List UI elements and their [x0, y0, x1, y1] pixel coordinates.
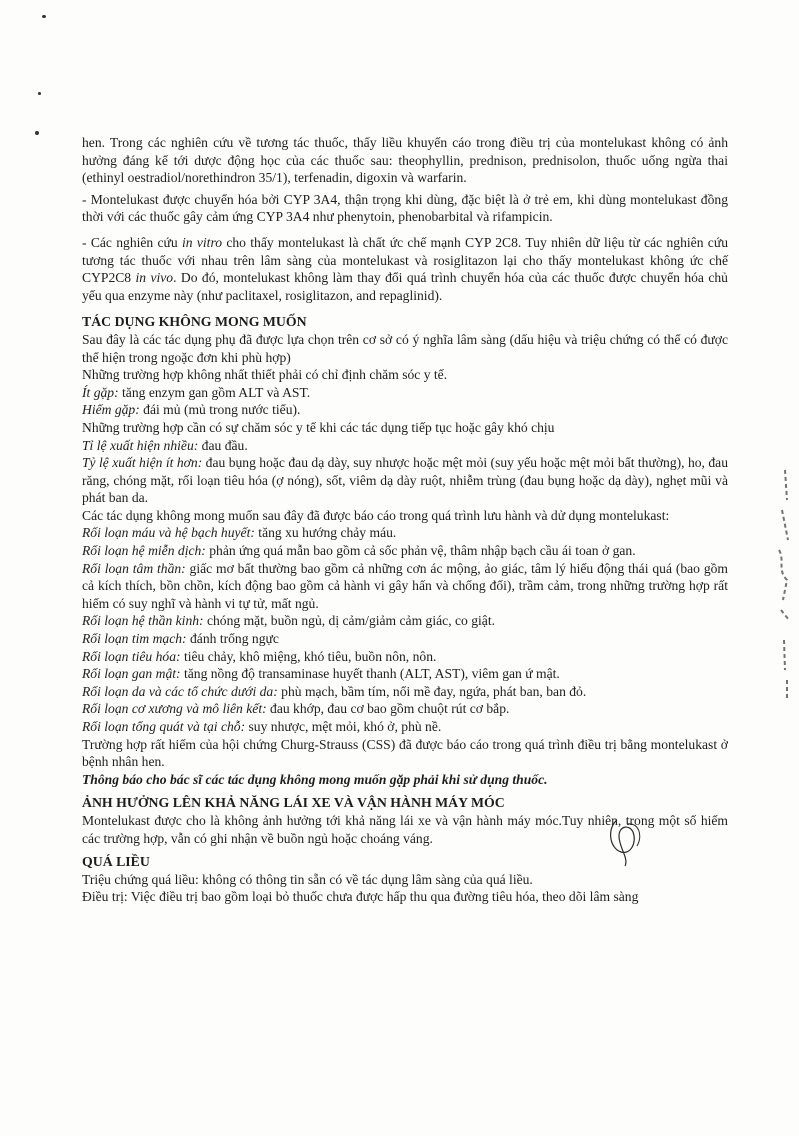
- list-item: [82, 700, 728, 718]
- list-item-text: phù mạch, bầm tím, nổi mề đay, ngứa, phát ban, ban đỏ.: [277, 683, 587, 699]
- handwritten-scribble: [603, 818, 649, 868]
- list-item: [82, 683, 728, 701]
- list-item-label: Rối loạn tim mạch:: [82, 631, 187, 647]
- list-item-text: tăng nồng độ transaminase huyết thanh (ALT, AST), viêm gan ứ mật.: [180, 666, 560, 682]
- cyp2c8-text-2: cho thấy montelukast là chất ức chế mạnh CYP 2C8. Tuy nhiên dữ liệu từ các nghiên cứu tương tác thuốc với nhau trên lâm sàng của montelukast và rosiglitazon lại cho thấy montelukast không ức chế CYP2C8: [82, 234, 728, 286]
- list-item: [82, 542, 728, 560]
- list-item: [82, 665, 728, 683]
- overdose-heading: QUÁ LIỀU: [82, 854, 150, 870]
- list-item-label: Rối loạn tâm thần:: [82, 560, 186, 576]
- list-item-text: phản ứng quá mẫn bao gồm cả sốc phản vệ, thâm nhập bạch cầu ái toan ở gan.: [205, 543, 636, 559]
- list-item-label: Rối loạn hệ thần kinh:: [82, 613, 204, 629]
- list-item-text: chóng mặt, buồn ngủ, dị cảm/giảm cảm giác, co giật.: [203, 613, 496, 629]
- list-item-label: Rối loạn da và các tổ chức dưới da:: [82, 683, 278, 699]
- in-vivo-term: in vivo: [135, 270, 174, 286]
- seal-edge-fragment: [773, 470, 793, 700]
- list-item-text: tiêu chảy, khô miệng, khó tiêu, buồn nôn, nôn.: [180, 648, 437, 664]
- list-item-label: Rối loạn gan mật:: [82, 666, 181, 682]
- scan-speck: [35, 131, 39, 135]
- list-item-label: Rối loạn cơ xương và mô liên kết:: [82, 701, 267, 717]
- document-page: [82, 134, 728, 906]
- care-line: Những trường hợp cần có sự chăm sóc y tế khi các tác dụng tiếp tục hoặc gây khó chịu: [82, 419, 555, 435]
- overdose-symptoms: Triệu chứng quá liều: không có thông tin sẵn có về tác dụng lâm sàng của quá liều.: [82, 871, 533, 887]
- scan-speck: [42, 15, 46, 18]
- driving-heading: ẢNH HƯỞNG LÊN KHẢ NĂNG LÁI XE VÀ VẬN HÀNH MÁY MÓC: [82, 795, 505, 811]
- churg-strauss-note: Trường hợp rất hiếm của hội chứng Churg-Strauss (CSS) đã được báo cáo trong quá trình điều trị bằng montelukast ở bệnh nhân hen.: [82, 736, 728, 770]
- list-item: [82, 560, 728, 613]
- list-item-text: đánh trống ngực: [186, 631, 279, 647]
- frequent-line: [82, 437, 728, 455]
- adverse-effects-list: [82, 524, 728, 735]
- cyp2c8-text-3: . Do đó, montelukast không làm thay đổi quá trình chuyển hóa của các thuốc được chuyển hóa chủ yếu qua enzyme này (như paclitaxel, rosiglitazon, and repaglinid).: [82, 270, 728, 303]
- less-frequent-line: [82, 454, 728, 507]
- list-item-label: Rối loạn tiêu hóa:: [82, 648, 181, 664]
- list-item: [82, 524, 728, 542]
- list-item-label: Rối loạn tổng quát và tại chỗ:: [82, 719, 246, 734]
- less-frequent-text: đau bụng hoặc đau dạ dày, suy nhược hoặc mệt mỏi (suy yếu hoặc mệt mỏi bất thường), ho, đau răng, chóng mặt, rối loạn tiêu hóa (ợ nóng), sốt, viêm dạ dày ruột, nhiễm trùng (đau bụng hoặc dạ dày), nghẹt mũi và phát ban da.: [82, 455, 728, 506]
- rare-label: Ít gặp:: [82, 384, 119, 400]
- no-care-line: Những trường hợp không nhất thiết phải có chỉ định chăm sóc y tế.: [82, 367, 448, 383]
- driving-text: Montelukast được cho là không ảnh hưởng tới khả năng lái xe và vận hành máy móc.Tuy nhiên, trong một số hiếm các trường hợp, vẫn có ghi nhận về buồn ngủ hoặc choáng váng.: [82, 812, 728, 846]
- frequent-text: đau đầu.: [198, 437, 248, 453]
- very-rare-line: [82, 401, 728, 419]
- list-item-text: giấc mơ bất thường bao gồm cả những cơn ác mộng, ảo giác, tâm lý hiếu động thái quá (bao gồm cả kích thích, bồn chồn, kích động bao gồm cả hành vi gây hấn và chống đối), trầm cảm, trong những trường hợp rất hiếm có suy nghĩ và hành vi tự tử, mất ngủ.: [82, 560, 729, 611]
- very-rare-text: đái mủ (mủ trong nước tiểu).: [139, 402, 301, 418]
- adverse-intro: Sau đây là các tác dụng phụ đã được lựa chọn trên cơ sở có ý nghĩa lâm sàng (dấu hiệu và triệu chứng có thể có được thể hiện trong ngoặc đơn khi phù hợp): [82, 331, 728, 365]
- list-item-text: đau khớp, đau cơ bao gồm chuột rút cơ bắp.: [266, 701, 510, 717]
- overdose-treatment: Điều trị: Việc điều trị bao gồm loại bỏ thuốc chưa được hấp thu qua đường tiêu hóa, theo dõi lâm sàng: [82, 889, 639, 905]
- cyp3a4-paragraph: - Montelukast được chuyển hóa bởi CYP 3A4, thận trọng khi dùng, đặc biệt là ở trẻ em, khi dùng montelukast đồng thời với các thuốc gây cảm ứng CYP 3A4 như phenytoin, phenobarbital và rifampicin.: [82, 191, 728, 225]
- scan-speck: [38, 92, 41, 95]
- list-item-label: Rối loạn hệ miễn dịch:: [82, 543, 206, 559]
- list-item: [82, 612, 728, 630]
- cyp2c8-text-1: - Các nghiên cứu: [82, 234, 183, 250]
- list-item: [82, 648, 728, 666]
- list-item-text: tăng xu hướng chảy máu.: [254, 525, 397, 541]
- list-item-text: suy nhược, mệt mỏi, khó ở, phù nề.: [245, 719, 442, 734]
- list-item-label: Rối loạn máu và hệ bạch huyết:: [82, 525, 255, 541]
- less-frequent-label: Tỷ lệ xuất hiện ít hơn:: [82, 455, 203, 471]
- in-vitro-term: in vitro: [182, 234, 223, 250]
- rare-line: [82, 384, 728, 402]
- adverse-effects-heading: TÁC DỤNG KHÔNG MONG MUỐN: [82, 314, 307, 330]
- postmarket-intro: Các tác dụng không mong muốn sau đây đã được báo cáo trong quá trình lưu hành và dử dụng montelukast:: [82, 507, 670, 523]
- rare-text: tăng enzym gan gồm ALT và AST.: [118, 384, 311, 400]
- interaction-paragraph: hen. Trong các nghiên cứu về tương tác thuốc, thấy liều khuyến cáo trong điều trị của montelukast không có ảnh hưởng đáng kể tới dược động học của các thuốc sau: theophyllin, prednison, prednisolon, thuốc uống ngừa thai (ethinyl oestradiol/norethindron 35/1), terfenadin, digoxin và warfarin.: [82, 135, 728, 186]
- list-item: [82, 718, 728, 736]
- notify-doctor-note: Thông báo cho bác sĩ các tác dụng không mong muốn gặp phải khi sử dụng thuốc.: [82, 771, 548, 787]
- list-item: [82, 630, 728, 648]
- very-rare-label: Hiếm gặp:: [82, 402, 140, 418]
- frequent-label: Tỉ lệ xuất hiện nhiều:: [82, 437, 199, 453]
- cyp2c8-paragraph: [82, 234, 728, 304]
